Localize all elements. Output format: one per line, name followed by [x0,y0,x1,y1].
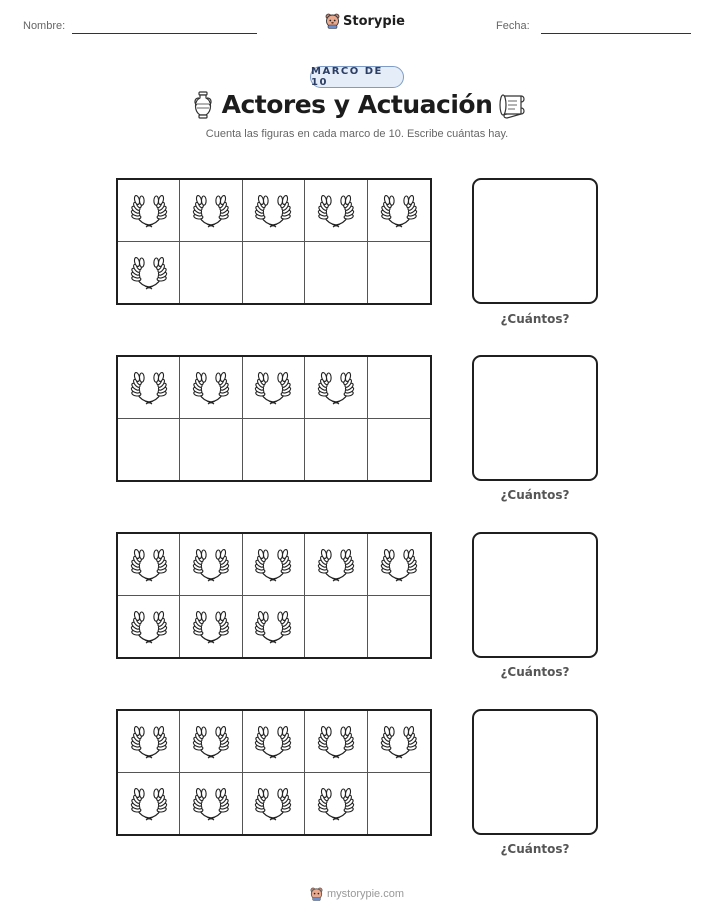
laurel-wreath-icon [253,783,293,823]
ten-frame-1 [116,178,432,305]
laurel-wreath-icon [191,367,231,407]
frame-cell [368,180,430,242]
date-label: Fecha: [496,20,530,32]
scroll-icon [497,92,527,120]
frame-cell [305,357,367,419]
laurel-wreath-icon [253,544,293,584]
frame-cell [368,242,430,304]
ten-frame-3 [116,532,432,659]
frame-cell [368,419,430,481]
frame-cell [243,242,305,304]
frame-cell [180,242,242,304]
frame-cell [118,534,180,596]
footer-url[interactable]: mystorypie.com [326,888,405,900]
frame-cell [368,596,430,658]
frame-cell [118,419,180,481]
ten-frame-4 [116,709,432,836]
frame-cell [118,596,180,658]
laurel-wreath-icon [379,721,419,761]
frame-cell [305,419,367,481]
laurel-wreath-icon [253,606,293,646]
laurel-wreath-icon [129,783,169,823]
footer [0,887,714,901]
frame-cell [305,242,367,304]
frame-cell [180,357,242,419]
frame-cell [118,242,180,304]
ten-frame-2 [116,355,432,482]
answer-box-1[interactable] [472,178,598,304]
name-label: Nombre: [23,20,66,32]
laurel-wreath-icon [253,721,293,761]
laurel-wreath-icon [191,190,231,230]
laurel-wreath-icon [316,367,356,407]
amphora-icon [191,90,215,120]
frame-cell [368,773,430,835]
laurel-wreath-icon [129,606,169,646]
answer-box-2[interactable] [472,355,598,481]
frame-cell [118,711,180,773]
frame-cell [180,596,242,658]
question-label-3: ¿Cuántos? [500,665,570,679]
laurel-wreath-icon [191,606,231,646]
frame-cell [368,357,430,419]
laurel-wreath-icon [129,190,169,230]
frame-cell [180,773,242,835]
laurel-wreath-icon [191,544,231,584]
frame-cell [305,180,367,242]
mascot-icon [325,13,340,29]
laurel-wreath-icon [379,190,419,230]
laurel-wreath-icon [253,190,293,230]
question-label-2: ¿Cuántos? [500,488,570,502]
worksheet-type-badge: MARCO DE 10 [310,66,404,88]
question-label-1: ¿Cuántos? [500,312,570,326]
laurel-wreath-icon [253,367,293,407]
laurel-wreath-icon [316,721,356,761]
laurel-wreath-icon [379,544,419,584]
laurel-wreath-icon [191,721,231,761]
frame-cell [243,773,305,835]
frame-cell [243,357,305,419]
laurel-wreath-icon [129,721,169,761]
frame-cell [305,773,367,835]
laurel-wreath-icon [129,544,169,584]
frame-cell [118,773,180,835]
question-label-4: ¿Cuántos? [500,842,570,856]
frame-cell [243,534,305,596]
frame-cell [118,357,180,419]
frame-cell [305,711,367,773]
mascot-icon [310,887,323,901]
frame-cell [305,596,367,658]
laurel-wreath-icon [316,190,356,230]
laurel-wreath-icon [129,252,169,292]
frame-cell [243,711,305,773]
date-line[interactable] [541,33,691,34]
laurel-wreath-icon [191,783,231,823]
frame-cell [305,534,367,596]
brand-name: Storypie [343,13,405,29]
frame-cell [243,419,305,481]
frame-cell [243,596,305,658]
laurel-wreath-icon [316,783,356,823]
frame-cell [118,180,180,242]
page-title: Actores y Actuación [221,90,493,119]
laurel-wreath-icon [129,367,169,407]
frame-cell [368,711,430,773]
answer-box-3[interactable] [472,532,598,658]
frame-cell [243,180,305,242]
frame-cell [180,180,242,242]
frame-cell [180,534,242,596]
instructions: Cuenta las figuras en cada marco de 10. Escribe cuántas hay. [205,128,509,140]
frame-cell [180,419,242,481]
laurel-wreath-icon [316,544,356,584]
answer-box-4[interactable] [472,709,598,835]
brand-logo [325,13,405,29]
frame-cell [368,534,430,596]
name-line[interactable] [72,33,257,34]
frame-cell [180,711,242,773]
